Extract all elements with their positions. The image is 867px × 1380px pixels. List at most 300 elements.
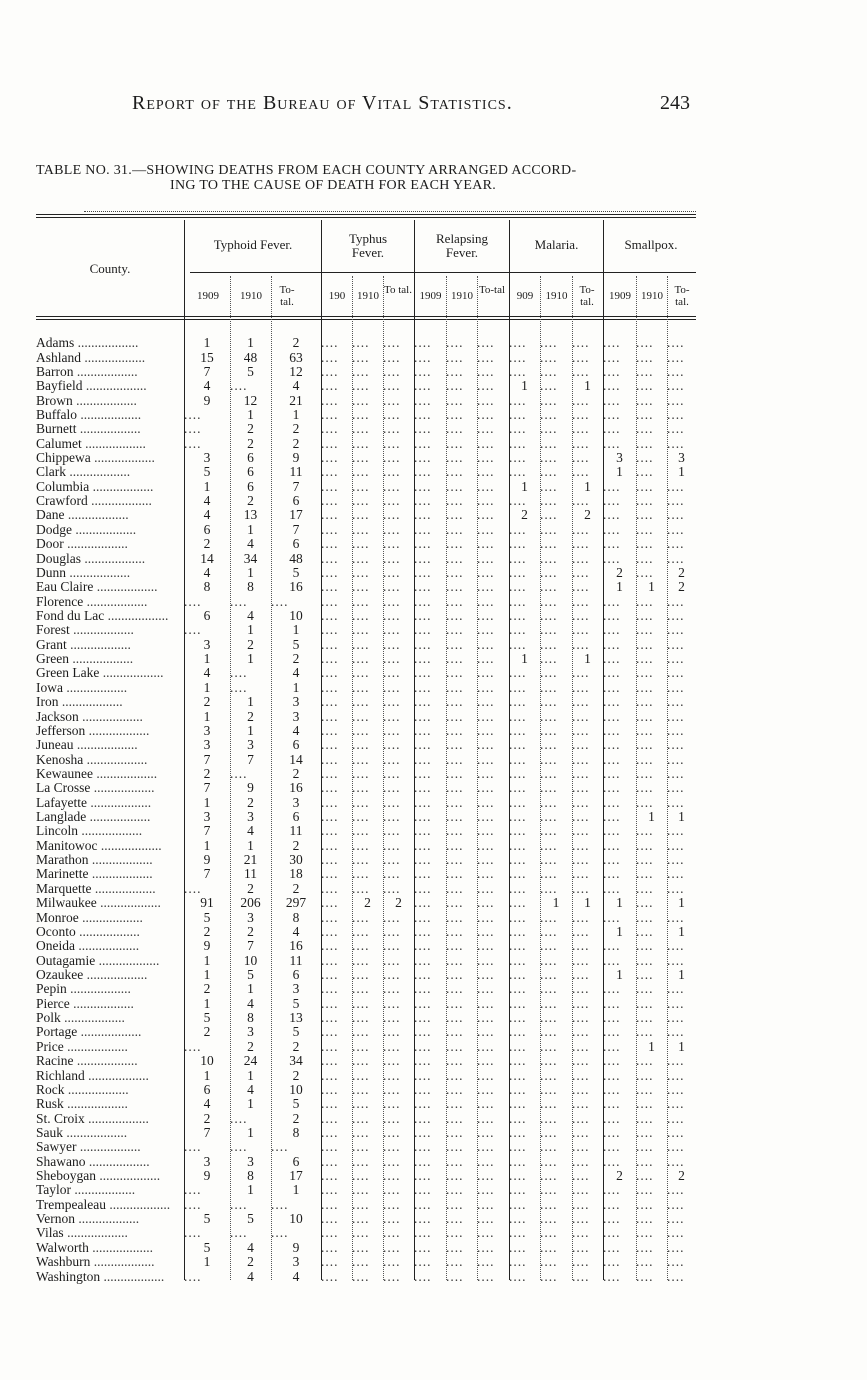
empty-cell: .... xyxy=(636,953,654,968)
empty-cell: .... xyxy=(477,364,495,379)
value-cell: 3 xyxy=(203,809,211,825)
empty-cell: .... xyxy=(414,910,432,925)
empty-cell: .... xyxy=(603,1010,621,1026)
empty-cell: .... xyxy=(383,752,401,767)
empty-cell: .... xyxy=(572,1226,590,1241)
empty-cell: .... xyxy=(540,508,558,523)
empty-cell: .... xyxy=(477,867,495,882)
empty-cell: .... xyxy=(321,953,339,968)
empty-cell: .... xyxy=(636,537,654,552)
empty-cell: .... xyxy=(636,364,654,379)
value-cell: 1 xyxy=(247,1125,254,1140)
empty-cell: .... xyxy=(636,1240,654,1255)
table-row xyxy=(36,882,696,896)
county-label: Lincoln xyxy=(36,824,78,839)
empty-cell: .... xyxy=(414,1053,432,1069)
leader-dots: .................. xyxy=(90,1255,155,1270)
empty-cell: .... xyxy=(477,436,495,451)
county-name xyxy=(36,350,184,364)
value-cell: 3 xyxy=(292,982,300,997)
empty-cell: .... xyxy=(352,422,370,437)
empty-cell: .... xyxy=(477,1168,495,1184)
empty-cell: .... xyxy=(509,1068,527,1083)
empty-cell: .... xyxy=(383,1082,401,1097)
empty-cell: .... xyxy=(572,1140,590,1155)
empty-cell: .... xyxy=(667,479,685,494)
table-row xyxy=(36,738,696,752)
empty-cell: .... xyxy=(540,824,558,839)
empty-cell: .... xyxy=(414,407,432,422)
empty-cell: .... xyxy=(540,1183,558,1198)
empty-cell: .... xyxy=(352,336,370,351)
empty-cell: .... xyxy=(603,867,621,882)
empty-cell: .... xyxy=(446,1154,464,1169)
empty-cell: .... xyxy=(446,522,464,537)
empty-cell: .... xyxy=(477,967,495,982)
empty-cell: .... xyxy=(603,838,621,853)
empty-cell: .... xyxy=(383,881,401,896)
empty-cell: .... xyxy=(383,824,401,839)
empty-cell: .... xyxy=(383,1183,401,1198)
empty-cell: .... xyxy=(540,924,558,939)
value-cell: 2 xyxy=(584,508,591,523)
county-name xyxy=(36,652,184,666)
table-row xyxy=(36,1111,696,1125)
value-cell: 1 xyxy=(247,1068,254,1083)
empty-cell: .... xyxy=(352,1111,370,1126)
empty-cell: .... xyxy=(352,1211,370,1227)
empty-cell: .... xyxy=(477,465,495,480)
value-cell: 3 xyxy=(292,694,300,710)
empty-cell: .... xyxy=(184,1197,202,1212)
empty-cell: .... xyxy=(603,479,621,494)
empty-cell: .... xyxy=(383,379,401,394)
table-row xyxy=(36,839,696,853)
leader-dots: .................. xyxy=(68,651,134,667)
empty-cell: .... xyxy=(230,1197,248,1212)
empty-cell: .... xyxy=(477,608,495,623)
empty-cell: .... xyxy=(352,709,370,724)
table-row xyxy=(36,1169,696,1183)
leader-dots: .................. xyxy=(90,781,155,796)
empty-cell: .... xyxy=(352,407,370,422)
county-label: Juneau xyxy=(36,738,74,753)
empty-cell: .... xyxy=(383,982,401,997)
empty-cell: .... xyxy=(321,939,339,954)
county-name xyxy=(36,566,184,580)
empty-cell: .... xyxy=(352,738,370,753)
empty-cell: .... xyxy=(667,852,685,868)
value-cell: 1 xyxy=(292,680,300,695)
empty-cell: .... xyxy=(540,996,558,1011)
empty-cell: .... xyxy=(603,1197,621,1212)
value-cell: 2 xyxy=(616,565,623,580)
empty-cell: .... xyxy=(572,522,590,537)
empty-cell: .... xyxy=(509,450,527,466)
empty-cell: .... xyxy=(446,594,464,609)
county-name xyxy=(36,1198,184,1212)
empty-cell: .... xyxy=(636,1068,654,1083)
empty-cell: .... xyxy=(414,364,432,379)
value-cell: 1 xyxy=(616,896,623,911)
empty-cell: .... xyxy=(540,967,558,982)
table-row xyxy=(36,638,696,652)
empty-cell: .... xyxy=(414,809,432,825)
empty-cell: .... xyxy=(509,364,527,379)
empty-cell: .... xyxy=(509,852,527,868)
empty-cell: .... xyxy=(572,924,590,939)
empty-cell: .... xyxy=(540,1025,558,1040)
value-cell: 1 xyxy=(247,336,254,351)
empty-cell: .... xyxy=(383,336,401,351)
empty-cell: .... xyxy=(477,881,495,896)
table-row xyxy=(36,1011,696,1025)
empty-cell: .... xyxy=(667,551,685,566)
county-label: Barron xyxy=(36,364,74,379)
empty-cell: .... xyxy=(667,752,685,767)
value-cell: 8 xyxy=(247,1010,254,1026)
leader-dots: .................. xyxy=(78,824,143,839)
empty-cell: .... xyxy=(572,709,590,724)
empty-cell: .... xyxy=(509,967,527,982)
county-name xyxy=(36,695,184,709)
sub-header: To tal. xyxy=(384,284,412,296)
empty-cell: .... xyxy=(184,1269,202,1284)
empty-cell: .... xyxy=(572,996,590,1011)
empty-cell: .... xyxy=(667,996,685,1011)
empty-cell: .... xyxy=(352,364,370,379)
value-cell: 1 xyxy=(203,680,211,695)
empty-cell: .... xyxy=(572,1053,590,1069)
leader-dots: .................. xyxy=(83,752,148,767)
empty-cell: .... xyxy=(352,953,370,968)
empty-cell: .... xyxy=(540,809,558,825)
empty-cell: .... xyxy=(414,1025,432,1040)
table-body xyxy=(36,336,696,1284)
value-cell: 1 xyxy=(521,651,528,667)
empty-cell: .... xyxy=(540,881,558,896)
empty-cell: .... xyxy=(477,1097,495,1112)
empty-cell: .... xyxy=(540,580,558,595)
empty-cell: .... xyxy=(636,651,654,667)
empty-cell: .... xyxy=(572,781,590,796)
empty-cell: .... xyxy=(352,1125,370,1140)
value-cell: 1 xyxy=(203,336,211,351)
leader-dots: .................. xyxy=(87,493,152,509)
value-cell: 21 xyxy=(289,393,303,408)
empty-cell: .... xyxy=(383,551,401,566)
value-cell: 6 xyxy=(292,1154,300,1169)
county-label: Washburn xyxy=(36,1255,91,1270)
empty-cell: .... xyxy=(540,522,558,537)
caption-line-1: TABLE NO. 31.—SHOWING DEATHS FROM EACH COUNTY ARRANGED ACCORD- xyxy=(36,163,577,178)
empty-cell: .... xyxy=(477,996,495,1011)
empty-cell: .... xyxy=(321,551,339,566)
empty-cell: .... xyxy=(352,1269,370,1284)
county-label: Dunn xyxy=(36,565,66,580)
empty-cell: .... xyxy=(352,1154,370,1169)
value-cell: 1 xyxy=(203,953,211,968)
county-label: Oneida xyxy=(36,939,75,954)
table-row xyxy=(36,336,696,350)
empty-cell: .... xyxy=(321,852,339,868)
empty-cell: .... xyxy=(603,364,621,379)
group-header-smallpox: Smallpox. xyxy=(624,237,678,252)
value-cell: 3 xyxy=(247,1154,254,1169)
table-row xyxy=(36,982,696,996)
table-row xyxy=(36,422,696,436)
value-cell: 2 xyxy=(678,580,685,595)
empty-cell: .... xyxy=(352,967,370,982)
empty-cell: .... xyxy=(667,881,685,896)
empty-cell: .... xyxy=(636,336,654,351)
value-cell: 14 xyxy=(289,752,303,767)
value-cell: 5 xyxy=(292,637,300,652)
empty-cell: .... xyxy=(509,824,527,839)
empty-cell: .... xyxy=(477,1068,495,1083)
empty-cell: .... xyxy=(352,1039,370,1054)
empty-cell: .... xyxy=(509,537,527,552)
value-cell: 2 xyxy=(292,1068,300,1083)
county-label: Richland xyxy=(36,1068,85,1083)
empty-cell: .... xyxy=(572,623,590,638)
empty-cell: .... xyxy=(477,1240,495,1255)
empty-cell: .... xyxy=(414,867,432,882)
empty-cell: .... xyxy=(383,522,401,537)
county-label: Langlade xyxy=(36,809,87,825)
county-label: Grant xyxy=(36,637,67,652)
empty-cell: .... xyxy=(352,766,370,781)
value-cell: 1 xyxy=(584,651,591,667)
empty-cell: .... xyxy=(636,867,654,882)
empty-cell: .... xyxy=(667,738,685,753)
value-cell: 4 xyxy=(247,996,254,1011)
empty-cell: .... xyxy=(383,1068,401,1083)
empty-cell: .... xyxy=(383,1039,401,1054)
county-name xyxy=(36,796,184,810)
empty-cell: .... xyxy=(352,809,370,825)
leader-dots: .................. xyxy=(85,723,150,738)
value-cell: 9 xyxy=(292,1240,300,1255)
empty-cell: .... xyxy=(603,393,621,408)
leader-dots: .................. xyxy=(69,996,134,1011)
empty-cell: .... xyxy=(603,1053,621,1069)
empty-cell: .... xyxy=(603,551,621,566)
empty-cell: .... xyxy=(477,680,495,695)
empty-cell: .... xyxy=(509,637,527,652)
value-cell: 1 xyxy=(678,1039,685,1054)
empty-cell: .... xyxy=(352,852,370,868)
value-cell: 1 xyxy=(247,694,254,710)
empty-cell: .... xyxy=(477,379,495,394)
sub-header: 1909 xyxy=(197,290,219,302)
county-name xyxy=(36,896,184,910)
empty-cell: .... xyxy=(540,910,558,925)
value-cell: 16 xyxy=(289,939,303,954)
value-cell: 15 xyxy=(200,350,214,365)
empty-cell: .... xyxy=(383,493,401,509)
empty-cell: .... xyxy=(540,1226,558,1241)
value-cell: 10 xyxy=(243,953,258,968)
empty-cell: .... xyxy=(572,795,590,810)
empty-cell: .... xyxy=(603,752,621,767)
leader-dots: .................. xyxy=(83,594,148,609)
empty-cell: .... xyxy=(667,436,685,451)
empty-cell: .... xyxy=(540,551,558,566)
county-name xyxy=(36,1111,184,1125)
county-label: Manitowoc xyxy=(36,838,98,853)
empty-cell: .... xyxy=(636,924,654,939)
empty-cell: .... xyxy=(446,637,464,652)
empty-cell: .... xyxy=(321,781,339,796)
value-cell: 18 xyxy=(289,867,303,882)
empty-cell: .... xyxy=(352,666,370,681)
empty-cell: .... xyxy=(383,1140,401,1155)
empty-cell: .... xyxy=(477,824,495,839)
empty-cell: .... xyxy=(414,924,432,939)
empty-cell: .... xyxy=(636,379,654,394)
empty-cell: .... xyxy=(352,924,370,939)
empty-cell: .... xyxy=(603,953,621,968)
value-cell: 4 xyxy=(247,608,254,623)
empty-cell: .... xyxy=(636,910,654,925)
empty-cell: .... xyxy=(572,881,590,896)
empty-cell: .... xyxy=(383,1226,401,1241)
empty-cell: .... xyxy=(477,1211,495,1227)
leader-dots: .................. xyxy=(100,1269,165,1284)
empty-cell: .... xyxy=(540,1197,558,1212)
empty-cell: .... xyxy=(446,565,464,580)
empty-cell: .... xyxy=(477,709,495,724)
empty-cell: .... xyxy=(446,608,464,623)
empty-cell: .... xyxy=(509,350,527,365)
value-cell: 48 xyxy=(243,350,258,365)
leader-dots: .................. xyxy=(93,580,158,595)
empty-cell: .... xyxy=(321,364,339,379)
value-cell: 1 xyxy=(521,379,528,394)
county-label: Washington xyxy=(36,1269,101,1284)
empty-cell: .... xyxy=(383,939,401,954)
empty-cell: .... xyxy=(352,594,370,609)
empty-cell: .... xyxy=(321,1140,339,1155)
empty-cell: .... xyxy=(603,637,621,652)
leader-dots: .................. xyxy=(75,924,140,939)
empty-cell: .... xyxy=(540,838,558,853)
value-cell: 3 xyxy=(203,723,211,738)
empty-cell: .... xyxy=(603,1226,621,1241)
empty-cell: .... xyxy=(446,493,464,509)
table-row xyxy=(36,1040,696,1054)
county-header: County. xyxy=(89,261,131,276)
table-row xyxy=(36,623,696,637)
group-header-typhoid: Typhoid Fever. xyxy=(213,237,293,252)
empty-cell: .... xyxy=(321,565,339,580)
empty-cell: .... xyxy=(321,594,339,609)
table-row xyxy=(36,781,696,795)
value-cell: 2 xyxy=(521,508,528,523)
empty-cell: .... xyxy=(352,479,370,494)
value-cell: 1 xyxy=(203,838,211,853)
deaths-table xyxy=(36,336,696,1284)
value-cell: 4 xyxy=(203,666,211,681)
empty-cell: .... xyxy=(540,1111,558,1126)
empty-cell: .... xyxy=(636,1082,654,1097)
empty-cell: .... xyxy=(321,450,339,466)
sub-header: To-tal xyxy=(478,284,506,296)
empty-cell: .... xyxy=(572,637,590,652)
empty-cell: .... xyxy=(446,1010,464,1026)
empty-cell: .... xyxy=(636,1168,654,1184)
county-label: Buffalo xyxy=(36,407,77,422)
leader-dots: .................. xyxy=(104,608,169,623)
empty-cell: .... xyxy=(230,379,248,394)
county-name xyxy=(36,365,184,379)
empty-cell: .... xyxy=(636,350,654,365)
county-label: Iowa xyxy=(36,680,63,695)
empty-cell: .... xyxy=(667,623,685,638)
county-label: Dodge xyxy=(36,522,72,537)
empty-cell: .... xyxy=(603,738,621,753)
empty-cell: .... xyxy=(603,594,621,609)
value-cell: 1 xyxy=(203,651,211,667)
county-label: Marinette xyxy=(36,867,89,882)
empty-cell: .... xyxy=(572,967,590,982)
value-cell: 10 xyxy=(289,1211,303,1227)
county-name xyxy=(36,781,184,795)
leader-dots: .................. xyxy=(76,1140,141,1155)
empty-cell: .... xyxy=(446,1125,464,1140)
empty-cell: .... xyxy=(509,1140,527,1155)
empty-cell: .... xyxy=(352,465,370,480)
leader-dots: .................. xyxy=(105,1197,171,1212)
empty-cell: .... xyxy=(477,1197,495,1212)
empty-cell: .... xyxy=(572,1010,590,1026)
top-rule-double-a xyxy=(36,214,696,215)
value-cell: 7 xyxy=(203,364,211,379)
empty-cell: .... xyxy=(572,766,590,781)
empty-cell: .... xyxy=(509,551,527,566)
value-cell: 1 xyxy=(247,838,254,853)
value-cell: 1 xyxy=(678,924,685,939)
empty-cell: .... xyxy=(383,910,401,925)
empty-cell: .... xyxy=(477,910,495,925)
empty-cell: .... xyxy=(321,1226,339,1241)
empty-cell: .... xyxy=(572,1039,590,1054)
empty-cell: .... xyxy=(540,565,558,580)
empty-cell: .... xyxy=(414,1197,432,1212)
table-row xyxy=(36,609,696,623)
empty-cell: .... xyxy=(603,723,621,738)
empty-cell: .... xyxy=(383,565,401,580)
county-name xyxy=(36,537,184,551)
empty-cell: .... xyxy=(667,723,685,738)
empty-cell: .... xyxy=(572,407,590,422)
empty-cell: .... xyxy=(540,1240,558,1255)
empty-cell: .... xyxy=(572,680,590,695)
empty-cell: .... xyxy=(352,1197,370,1212)
value-cell: 6 xyxy=(292,809,300,825)
county-label: Jefferson xyxy=(36,723,86,738)
empty-cell: .... xyxy=(540,608,558,623)
empty-cell: .... xyxy=(603,809,621,825)
value-cell: 2 xyxy=(292,1111,300,1126)
value-cell: 3 xyxy=(292,1255,300,1270)
value-cell: 9 xyxy=(247,781,254,796)
empty-cell: .... xyxy=(540,479,558,494)
empty-cell: .... xyxy=(603,910,621,925)
empty-cell: .... xyxy=(603,651,621,667)
empty-cell: .... xyxy=(352,881,370,896)
